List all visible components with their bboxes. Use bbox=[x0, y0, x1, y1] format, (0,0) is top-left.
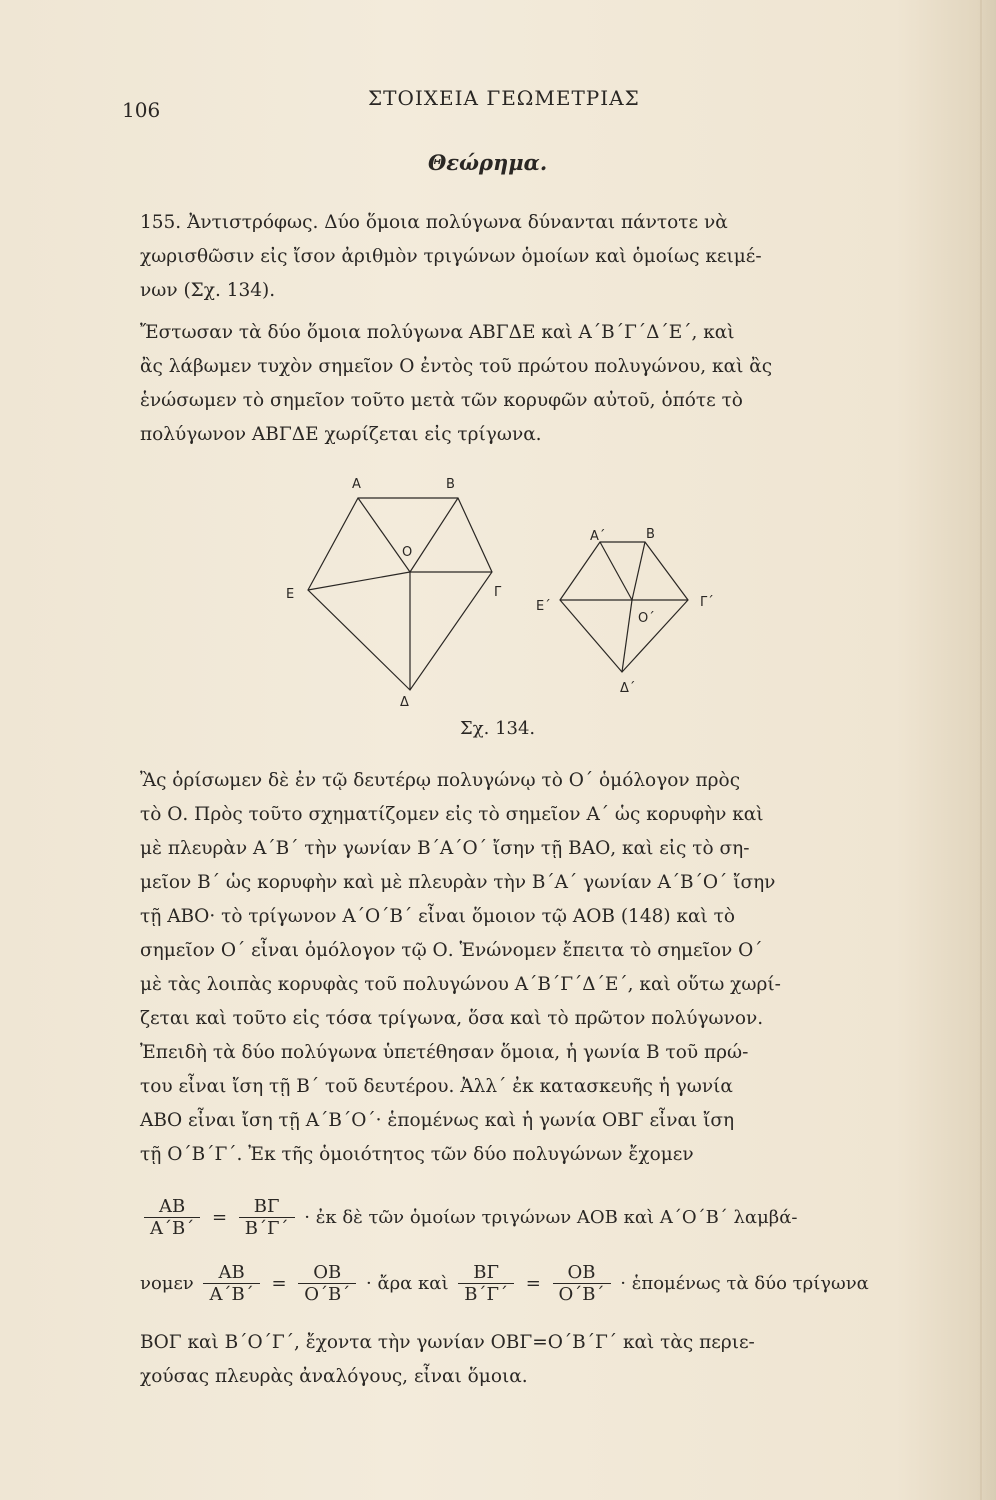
fraction-denominator: Β΄Γ΄ bbox=[244, 1218, 289, 1239]
text-line: χούσας πλευρὰς ἀναλόγους, εἶναι ὅμοια. bbox=[140, 1366, 528, 1387]
fraction-denominator: Ο΄Β΄ bbox=[558, 1284, 605, 1305]
text-line: νων (Σχ. 134). bbox=[140, 280, 276, 301]
text-line: ἑνώσωμεν τὸ σημεῖον τοῦτο μετὰ τῶν κορυφῶν αὐτοῦ, ὁπότε τὸ bbox=[140, 390, 743, 411]
label-e-prime: Ε΄ bbox=[536, 599, 551, 614]
segment-ob-prime bbox=[632, 542, 645, 600]
text-line: Ἐπειδὴ τὰ δύο πολύγωνα ὑπετέθησαν ὅμοια, ἡ γωνία Β τοῦ πρώ- bbox=[140, 1042, 749, 1063]
fraction-numerator: ΟΒ bbox=[298, 1262, 356, 1284]
fraction-denominator: Α΄Β΄ bbox=[209, 1284, 254, 1305]
segment-oe bbox=[308, 572, 410, 590]
text-line: τῇ Ο΄Β΄Γ΄. Ἐκ τῆς ὁμοιότητος τῶν δύο πολυγώνων ἔχομεν bbox=[140, 1144, 694, 1165]
fraction-numerator: ΑΒ bbox=[203, 1262, 259, 1284]
equals-sign: = bbox=[271, 1273, 287, 1294]
equals-sign: = bbox=[211, 1207, 228, 1228]
fraction bbox=[298, 1262, 356, 1305]
paragraph-conclusion bbox=[140, 1326, 880, 1394]
text-line: Ἂς ὁρίσωμεν δὲ ἐν τῷ δευτέρῳ πολυγώνῳ τὸ Ο΄ ὁμόλογον πρὸς bbox=[140, 770, 741, 791]
label-b-prime: Β bbox=[646, 527, 655, 542]
fraction bbox=[203, 1262, 259, 1305]
text-line: 155. Ἀντιστρόφως. Δύο ὅμοια πολύγωνα δύνανται πάντοτε νὰ bbox=[140, 212, 728, 233]
fraction-numerator: ΑΒ bbox=[144, 1196, 200, 1218]
text-line: τῇ ΑΒΟ· τὸ τρίγωνον Α΄Ο΄Β΄ εἶναι ὅμοιον τῷ ΑΟΒ (148) καὶ τὸ bbox=[140, 906, 736, 927]
label-d: Δ bbox=[400, 695, 409, 710]
fraction-line-2 bbox=[140, 1262, 869, 1305]
label-a-prime: Α΄ bbox=[590, 529, 606, 544]
text-line: του εἶναι ἴση τῇ Β΄ τοῦ δευτέρου. Ἀλλ΄ ἐκ κατασκευῆς ἡ γωνία bbox=[140, 1076, 733, 1097]
label-g-prime: Γ΄ bbox=[700, 595, 714, 610]
paragraph-theorem-statement bbox=[140, 206, 880, 308]
label-g: Γ bbox=[494, 585, 502, 600]
text-line: τὸ Ο. Πρὸς τοῦτο σχηματίζομεν εἰς τὸ σημεῖον Α΄ ὡς κορυφὴν καὶ bbox=[140, 804, 764, 825]
inline-text: · ἑπομένως τὰ δύο τρίγωνα bbox=[620, 1273, 869, 1294]
label-o-prime: Ο΄ bbox=[638, 611, 655, 626]
inline-text: · ἄρα καὶ bbox=[366, 1273, 449, 1294]
paragraph-setup bbox=[140, 316, 880, 452]
fraction bbox=[144, 1196, 200, 1239]
label-o: Ο bbox=[402, 545, 413, 560]
inline-text: νομεν bbox=[140, 1273, 194, 1294]
fraction-numerator: ΟΒ bbox=[553, 1262, 611, 1284]
theorem-title: Θεώρημα. bbox=[428, 150, 548, 175]
segment-ob bbox=[410, 498, 458, 572]
fraction bbox=[458, 1262, 514, 1305]
fraction bbox=[239, 1196, 295, 1239]
paragraph-proof bbox=[140, 764, 880, 1172]
text-line: ΒΟΓ καὶ Β΄Ο΄Γ΄, ἔχοντα τὴν γωνίαν ΟΒΓ=Ο΄Β΄Γ΄ καὶ τὰς περιε- bbox=[140, 1332, 755, 1353]
segment-od-prime bbox=[622, 600, 632, 672]
text-line: μὲ τὰς λοιπὰς κορυφὰς τοῦ πολυγώνου Α΄Β΄Γ΄Δ΄Ε΄, καὶ οὕτω χωρί- bbox=[140, 974, 781, 995]
text-line: χωρισθῶσιν εἰς ἴσον ἀριθμὸν τριγώνων ὁμοίων καὶ ὁμοίως κειμέ- bbox=[140, 246, 762, 267]
page-edge bbox=[980, 0, 982, 1500]
text-line: σημεῖον Ο΄ εἶναι ὁμόλογον τῷ Ο. Ἑνώνομεν ἔπειτα τὸ σημεῖον Ο΄ bbox=[140, 940, 763, 961]
text-line: πολύγωνον ΑΒΓΔΕ χωρίζεται εἰς τρίγωνα. bbox=[140, 424, 542, 445]
polygon-left bbox=[308, 498, 492, 690]
figure-134-diagram bbox=[260, 460, 740, 720]
label-e: Ε bbox=[286, 587, 295, 602]
running-title: ΣΤΟΙΧΕΙΑ ΓΕΩΜΕΤΡΙΑΣ bbox=[368, 86, 640, 110]
fraction-denominator: Β΄Γ΄ bbox=[464, 1284, 508, 1305]
polygon-right bbox=[560, 542, 688, 672]
text-line: ΑΒΟ εἶναι ἴση τῇ Α΄Β΄Ο΄· ἑπομένως καὶ ἡ γωνία ΟΒΓ εἶναι ἴση bbox=[140, 1110, 735, 1131]
label-b: Β bbox=[446, 477, 455, 492]
segment-oa-prime bbox=[600, 542, 632, 600]
fraction-numerator: ΒΓ bbox=[458, 1262, 514, 1284]
page-number: 106 bbox=[122, 98, 161, 122]
label-d-prime: Δ΄ bbox=[620, 681, 636, 696]
figure-caption: Σχ. 134. bbox=[460, 718, 536, 739]
text-line: ζεται καὶ τοῦτο εἰς τόσα τρίγωνα, ὅσα καὶ τὸ πρῶτον πολύγωνον. bbox=[140, 1008, 764, 1029]
inline-text: · ἐκ δὲ τῶν ὁμοίων τριγώνων ΑΟΒ καὶ Α΄Ο΄Β΄ λαμβά- bbox=[304, 1207, 798, 1228]
fraction-denominator: Α΄Β΄ bbox=[150, 1218, 195, 1239]
fraction-denominator: Ο΄Β΄ bbox=[304, 1284, 351, 1305]
equals-sign: = bbox=[525, 1273, 541, 1294]
text-line: μὲ πλευρὰν Α΄Β΄ τὴν γωνίαν Β΄Α΄Ο΄ ἴσην τῇ ΒΑΟ, καὶ εἰς τὸ ση- bbox=[140, 838, 750, 859]
text-line: μεῖον Β΄ ὡς κορυφὴν καὶ μὲ πλευρὰν τὴν Β΄Α΄ γωνίαν Α΄Β΄Ο΄ ἴσην bbox=[140, 872, 776, 893]
label-a: Α bbox=[352, 477, 361, 492]
text-line: ἂς λάβωμεν τυχὸν σημεῖον Ο ἐντὸς τοῦ πρώτου πολυγώνου, καὶ ἂς bbox=[140, 356, 773, 377]
fraction-numerator: ΒΓ bbox=[239, 1196, 295, 1218]
fraction bbox=[553, 1262, 611, 1305]
fraction-line-1 bbox=[140, 1196, 797, 1239]
segment-oa bbox=[358, 498, 413, 572]
text-line: Ἔστωσαν τὰ δύο ὅμοια πολύγωνα ΑΒΓΔΕ καὶ Α΄Β΄Γ΄Δ΄Ε΄, καὶ bbox=[140, 322, 735, 343]
